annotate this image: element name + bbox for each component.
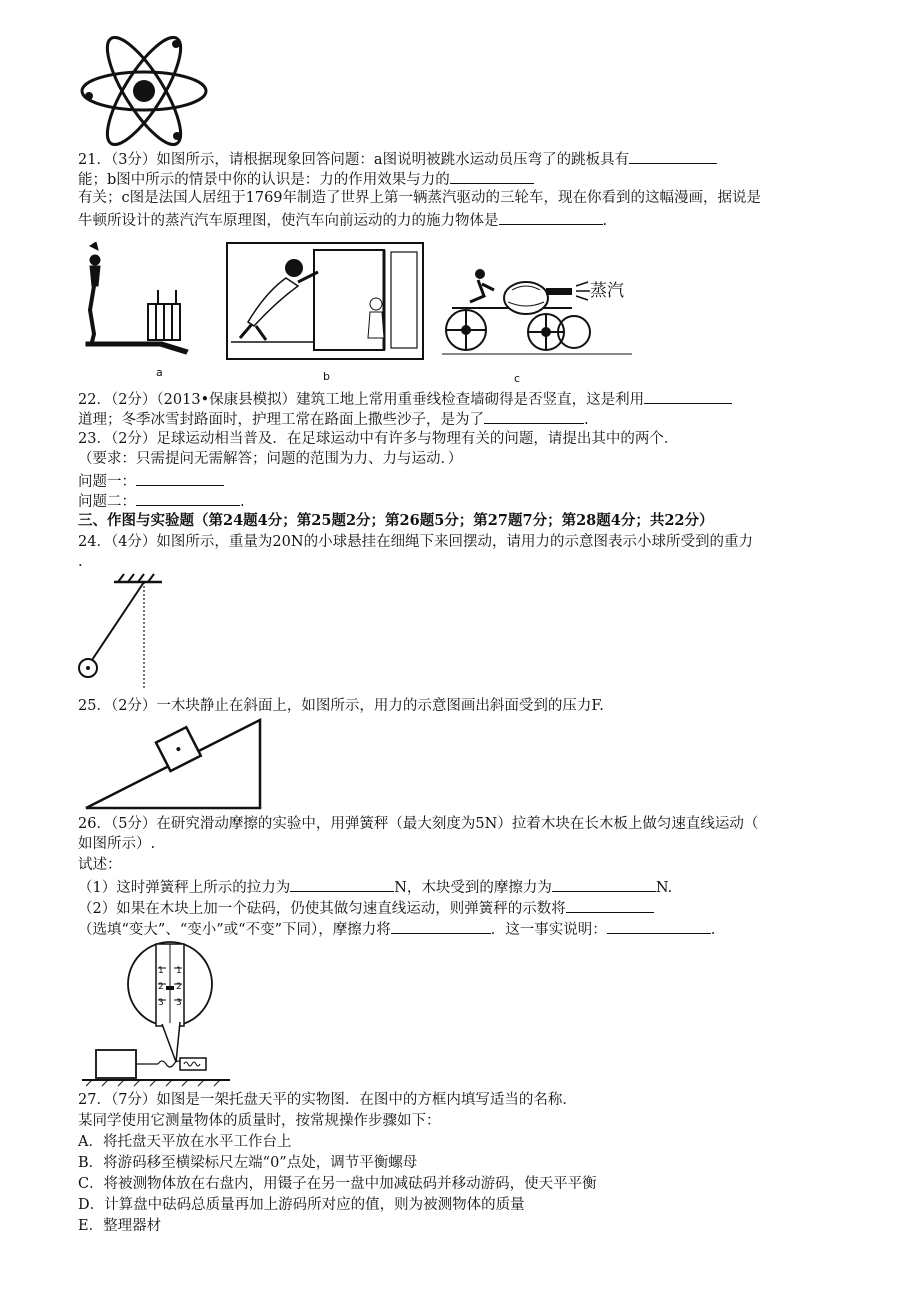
q25-line-1 <box>78 697 604 715</box>
q21-period: . <box>602 213 608 229</box>
door-figure <box>226 242 424 360</box>
q27-step-c: C．将被测物体放在右盘内，用镊子在另一盘中加减砝码并移动游码，使天平平衡 <box>78 1176 597 1192</box>
q22-line-2 <box>78 409 589 429</box>
q22-blank-2[interactable] <box>484 409 584 424</box>
q24-text-2: . <box>78 554 83 570</box>
q21-line-4 <box>78 210 607 230</box>
q26-line-4 <box>78 877 672 897</box>
q26-line-6 <box>78 919 715 939</box>
q22-line-1 <box>78 389 732 409</box>
q24-line-2 <box>78 553 83 571</box>
q22-blank-1[interactable] <box>644 389 732 404</box>
q26-blank-5[interactable] <box>607 919 711 934</box>
q23-line-4 <box>78 491 245 511</box>
q21-line-1 <box>78 149 717 169</box>
q26-line-2 <box>78 835 155 853</box>
q27-step-b: B．将游码移至横梁标尺左端“0”点处，调节平衡螺母 <box>78 1155 418 1171</box>
q23-prompt-2: 问题二： <box>78 494 136 510</box>
scale-tick-left-1: 1 <box>158 966 164 976</box>
q26-text-4b: N，木块受到的摩擦力为 <box>394 880 552 896</box>
caption-c: c <box>514 372 521 385</box>
scale-tick-right-1: 1 <box>176 966 182 976</box>
scale-tick-right-3: 3 <box>176 998 182 1008</box>
q26-text-6a: （选填“变大”、“变小”或“不变”下同），摩擦力将 <box>78 922 391 938</box>
scale-tick-left-3: 3 <box>158 998 164 1008</box>
q24-line-1 <box>78 533 753 551</box>
q27-step-d: D．计算盘中砝码总质量再加上游码所对应的值，则为被测物体的质量 <box>78 1197 525 1213</box>
q21-blank-3[interactable] <box>499 210 603 225</box>
q26-text-5: （2）如果在木块上加一个砝码，仍使其做匀速直线运动，则弹簧秤的示数将 <box>78 901 566 917</box>
q26-text-6c: . <box>710 922 716 938</box>
q23-line-2 <box>78 450 462 468</box>
q23-line-1 <box>78 430 678 448</box>
q22-period: . <box>584 412 589 428</box>
q26-text-4a: （1）这时弹簧秤上所示的拉力为 <box>78 880 291 896</box>
q21-blank-1[interactable] <box>629 149 717 164</box>
q26-text-2: 如图所示）. <box>78 836 156 852</box>
q23-prompt-1: 问题一： <box>78 474 136 490</box>
q21-blank-2[interactable] <box>450 169 534 184</box>
section-3-title: 三、作图与实验题（第24题4分；第25题2分；第26题5分；第27题7分；第28题4分；共22分） <box>78 512 714 529</box>
q26-text-6b: ．这一事实说明： <box>490 922 607 938</box>
q21-text-2: 能；b图中所示的情景中你的认识是：力的作用效果与力的 <box>78 172 450 188</box>
q27-line-1 <box>78 1091 577 1109</box>
pendulum-figure <box>74 572 164 692</box>
q27-text-2: 某同学使用它测量物体的质量时，按常规操作步骤如下： <box>78 1113 441 1129</box>
q21-text-4: 牛顿所设计的蒸汽汽车原理图，使汽车向前运动的力的施力物体是 <box>78 213 499 229</box>
steam-label: 蒸汽 <box>590 281 624 301</box>
q21-line-3 <box>78 189 761 207</box>
q23-period: . <box>240 494 245 510</box>
q22-text-2: 道理；冬季冰雪封路面时，护理工常在路面上撒些沙子，是为了 <box>78 412 484 428</box>
q22-text-1: 22．（2分）（2013•保康县模拟）建筑工地上常用重垂线检查墙砌得是否竖直，这是利用 <box>78 392 645 408</box>
q21-text-1: 21．（3分）如图所示，请根据现象回答问题：a图说明被跳水运动员压弯了的跳板具有 <box>78 152 630 168</box>
q23-text-2: （要求：只需提问无需解答；问题的范围为力、力与运动．） <box>78 451 463 467</box>
diver-figure <box>78 242 190 360</box>
q27-step-a: A．将托盘天平放在水平工作台上 <box>78 1134 292 1150</box>
spring-scale-figure <box>80 940 240 1088</box>
q23-blank-2[interactable] <box>136 491 240 506</box>
q27-text-1: 27．（7分）如图是一架托盘天平的实物图．在图中的方框内填写适当的名称． <box>78 1092 577 1108</box>
q26-blank-4[interactable] <box>391 919 491 934</box>
incline-figure <box>84 716 264 810</box>
q21-line-2 <box>78 169 534 189</box>
q26-text-3: 试述： <box>78 857 122 873</box>
q26-line-5 <box>78 898 654 918</box>
q26-blank-1[interactable] <box>290 877 394 892</box>
q26-text-4c: N. <box>655 880 673 896</box>
q26-line-3 <box>78 856 122 874</box>
scale-tick-left-2: 2 <box>158 982 164 992</box>
q27-step-e: E．整理器材 <box>78 1218 162 1234</box>
q24-text-1: 24．（4分）如图所示，重量为20N的小球悬挂在细绳下来回摆动，请用力的示意图表示小球所受到的重力 <box>78 534 754 550</box>
q23-blank-1[interactable] <box>136 471 224 486</box>
steam-car-figure <box>442 262 632 356</box>
q26-blank-3[interactable] <box>566 898 654 913</box>
q21-text-3: 有关；c图是法国人居纽于1769年制造了世界上第一辆蒸汽驱动的三轮车，现在你看到的这幅漫画，据说是 <box>78 190 762 206</box>
scale-tick-right-2: 2 <box>176 982 182 992</box>
q23-line-3 <box>78 471 224 491</box>
q25-text-1: 25．（2分）一木块静止在斜面上，如图所示，用力的示意图画出斜面受到的压力F. <box>78 698 604 714</box>
q23-text-1: 23．（2分）足球运动相当普及．在足球运动中有许多与物理有关的问题，请提出其中的两个． <box>78 431 679 447</box>
caption-a: a <box>156 366 163 379</box>
q26-text-1: 26．（5分）在研究滑动摩擦的实验中，用弹簧秤（最大刻度为5N）拉着木块在长木板上做匀速直线运动（ <box>78 816 759 832</box>
q26-blank-2[interactable] <box>552 877 656 892</box>
atom-figure <box>78 36 210 146</box>
caption-b: b <box>323 370 330 383</box>
q27-line-2 <box>78 1112 441 1130</box>
q26-line-1 <box>78 815 758 833</box>
